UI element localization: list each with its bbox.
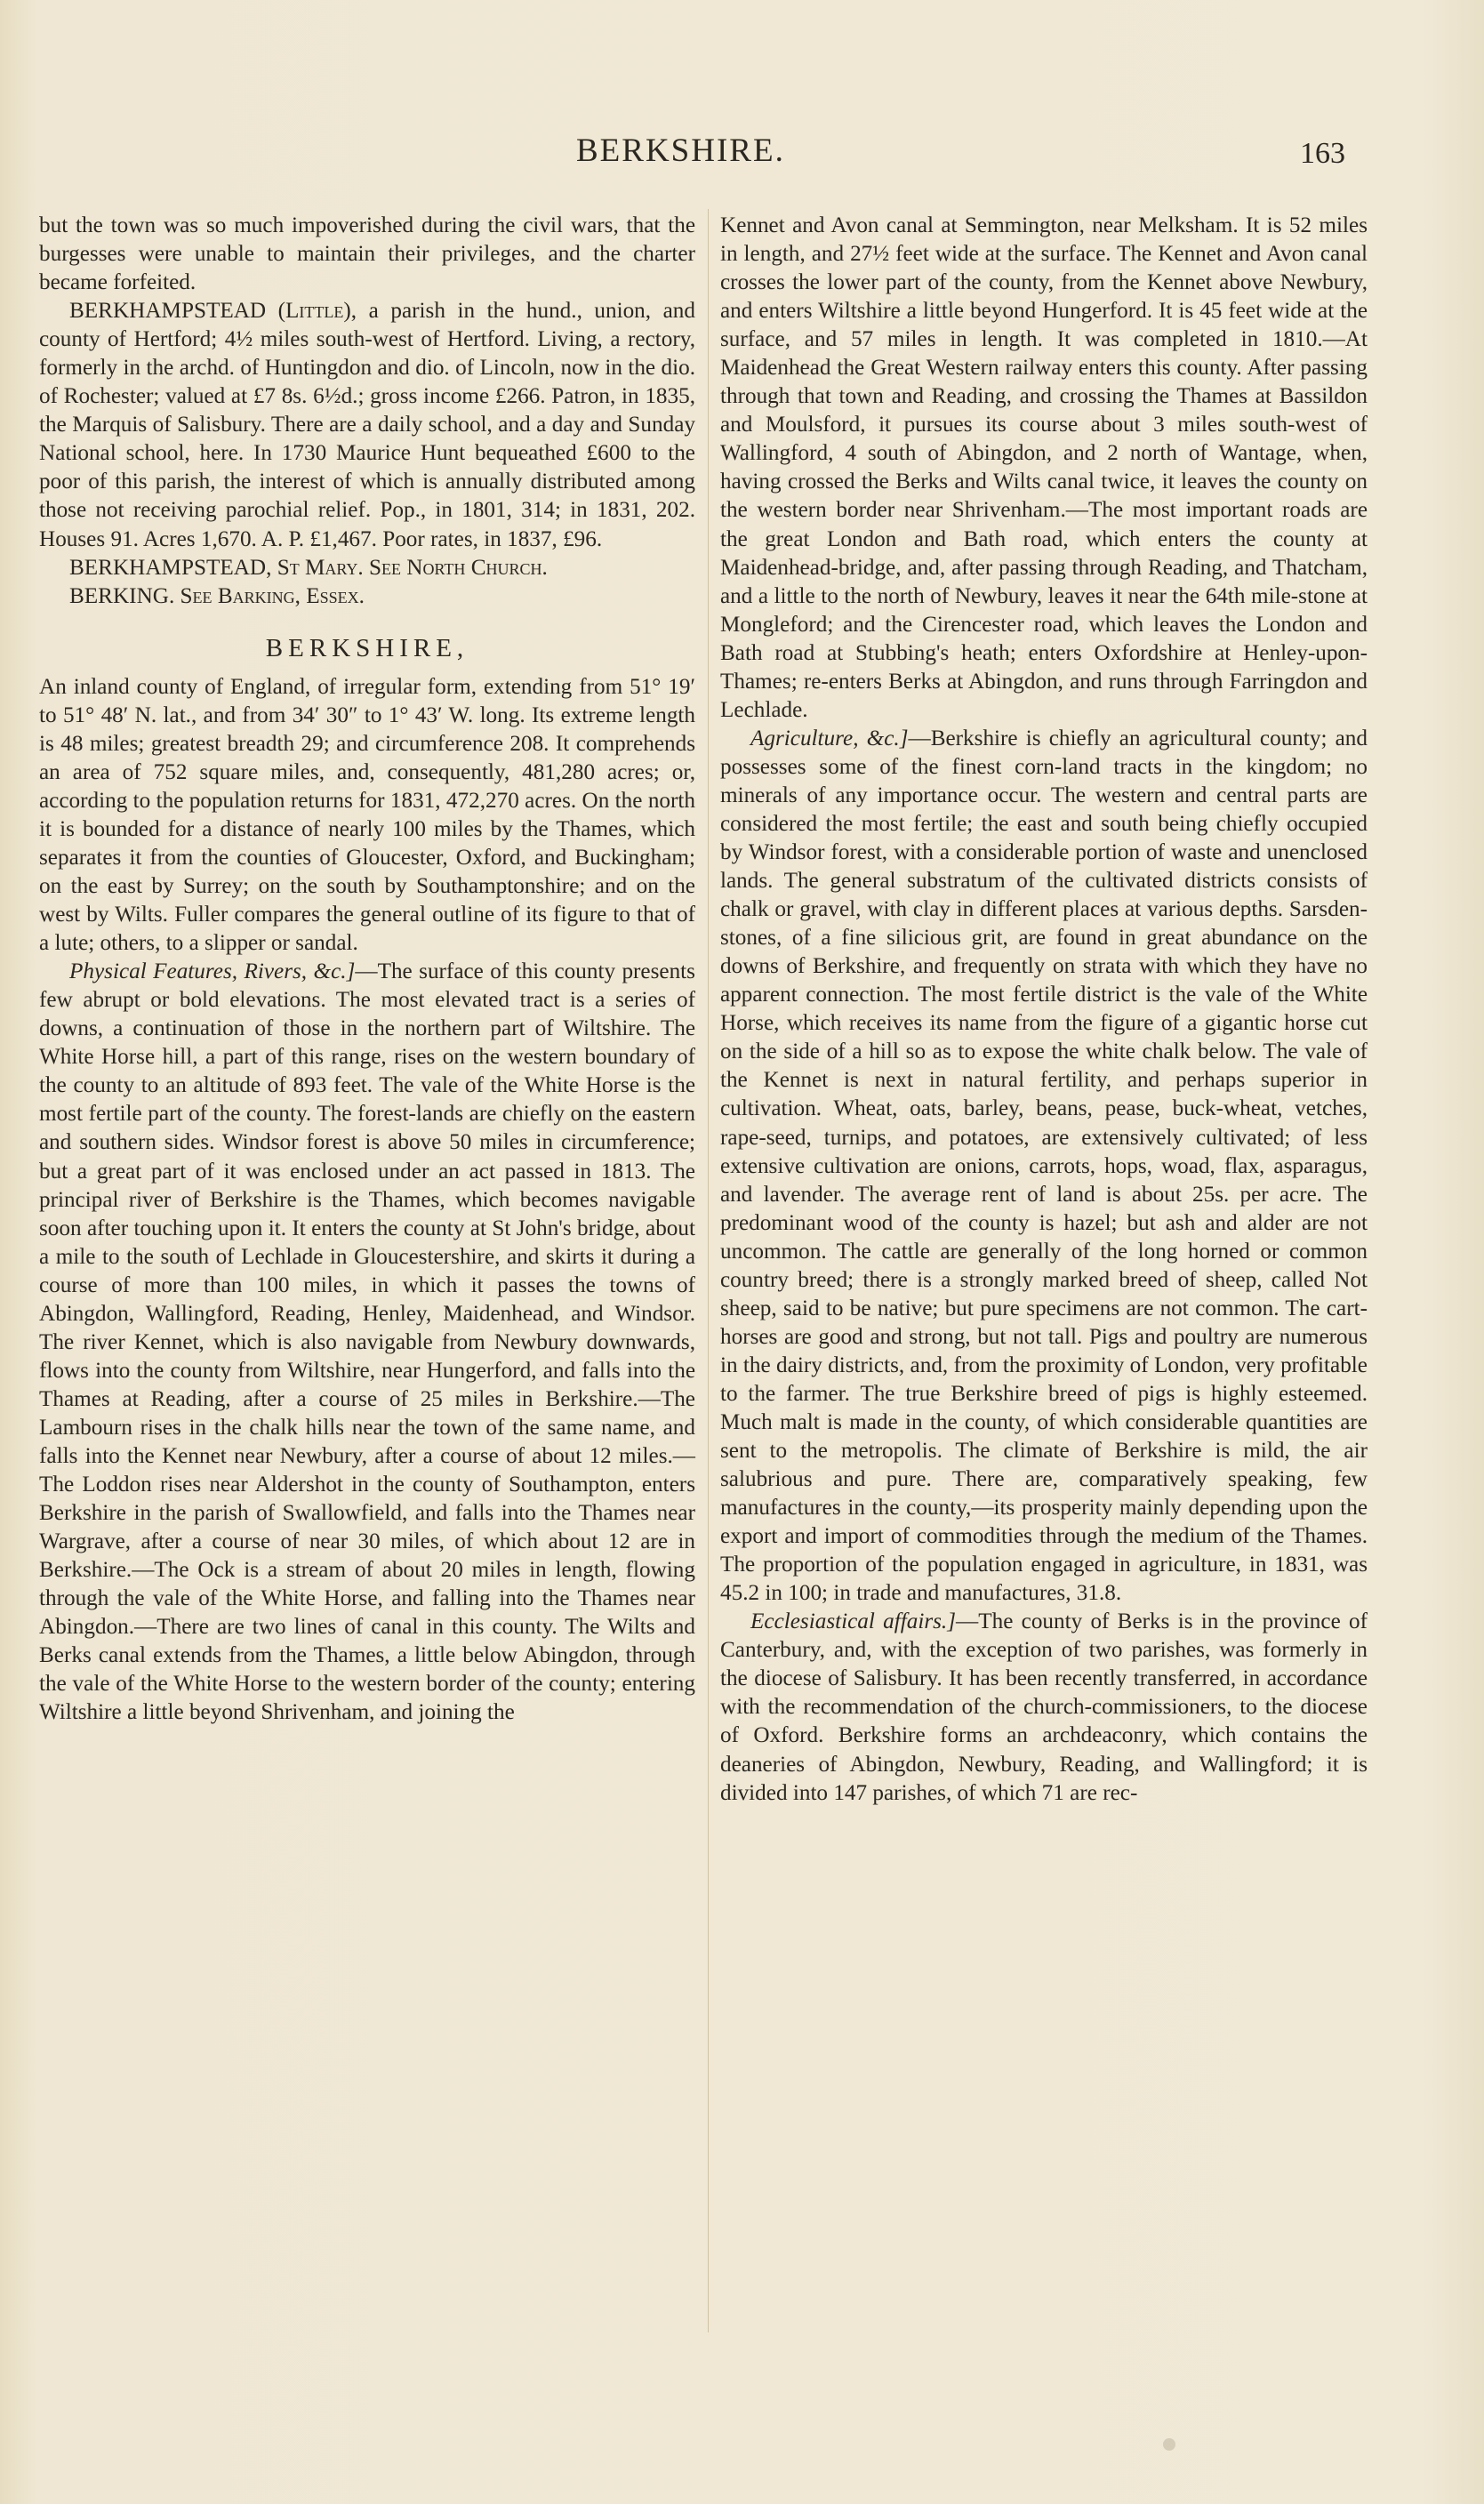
subsection-body: —Berkshire is chiefly an agricultural county; and possesses some of the finest corn-land tracts in the kingdom; no minerals of any importance occur. The western and central parts are considered the most fertile; the east and south being chiefly occupied by Windsor forest, with a considerable portion of waste and unenclosed lands. The general substratum of the cultivated districts consists of chalk or gravel, with clay in different places at various depths. Sarsden-stones, of a fine silicious grit, are found in great abundance on the downs of Berkshire, and frequently on strata with which they have no apparent connection. The most fertile district is the vale of the White Horse, which receives its name from the figure of a gigantic horse cut on the side of a hill so as to expose the white chalk below. The vale of the Kennet is next in natural fertility, and perhaps superior in cultivation. Wheat, oats, barley, beans, pease, buck-wheat, vetches, rape-seed, turnips, and potatoes, are extensively cultivated; of less extensive cultivation are onions, carrots, hops, woad, flax, asparagus, and lavender. The average rent of land is about 25s. per acre. The predominant wood of the county is hazel; but ash and alder are not uncommon. The cattle are generally of the long horned or common country breed; there is a strongly marked breed of sheep, called Not sheep, said to be native; but pure specimens are not common. The cart-horses are good and strong, but not tall. Pigs and poultry are numerous in the dairy districts, and, from the proximity of London, very profitable to the farmer. The true Berkshire breed of pigs is highly esteemed. Much malt is made in the county, of which considerable quantities are sent to the metropolis. The climate of Berkshire is mild, the air salubrious and pure. There are, comparatively speaking, few manufactures in the county,—its prosperity mainly depending upon the export and import of commodities through the medium of the Thames. The proportion of the population engaged in agriculture, in 1831, was 45.2 in 100; in trade and manufactures, 31.8. — [720, 726, 1368, 1606]
left-column — [39, 212, 695, 1727]
agriculture-paragraph — [720, 725, 1368, 1608]
subsection-heading: Physical Features, Rivers, &c.] — [69, 959, 356, 984]
entry-berking — [39, 582, 695, 611]
ecclesiastical-paragraph — [720, 1608, 1368, 1807]
column-divider — [708, 209, 709, 2332]
entry-body: See Barking, Essex. — [174, 583, 365, 608]
right-column — [720, 212, 1368, 1808]
section-title: BERKSHIRE, — [265, 633, 469, 662]
entry-body: a parish in the hund., union, and county of Hertford; 4½ miles south-west of Hertford. Living, a rectory, formerly in the archd. of Huntingdon and dio. of Lincoln, now in the dio. of Rochester; valued at £7 8s. 6½d.; gross income £266. Patron, in 1835, the Marquis of Salisbury. There are a daily school, and a day and Sunday National school, here. In 1730 Maurice Hunt bequeathed £600 to the poor of this parish, the interest of which is annually distributed among those not receiving parochial relief. Pop., in 1801, 314; in 1831, 202. Houses 91. Acres 1,670. A. P. £1,467. Poor rates, in 1837, £96. — [39, 299, 695, 551]
paragraph-continuation: Kennet and Avon canal at Semmington, near Melksham. It is 52 miles in length, and 27½ feet wide at the surface. The Kennet and Avon canal crosses the lower part of the county, from the Kennet above Newbury, and enters Wiltshire a little beyond Hungerford. It is 45 feet wide at the surface, and 57 miles in length. It was completed in 1810.—At Maidenhead the Great Western railway enters this county. After passing through that town and Reading, and crossing the Thames at Bassildon and Moulsford, it pursues its course about 3 miles south-west of Wallingford, 4 south of Abingdon, and 2 north of Wantage, when, having crossed the Berks and Wilts canal twice, it leaves the county on the western border near Shrivenham.—The most important roads are the great London and Bath road, which enters the county at Maidenhead-bridge, and, after passing through Reading, and Thatcham, and a little to the north of Newbury, leaves it near the 64th mile-stone at Mongleford; and the Cirencester road, which leaves the London and Bath road at Stubbing's heath; enters Oxfordshire at Henley-upon-Thames; re-enters Berks at Abingdon, and runs through Farringdon and Lechlade. — [720, 213, 1368, 722]
entry-heading: BERKHAMPSTEAD (Little), — [69, 299, 357, 324]
page-header — [0, 132, 1484, 185]
running-head: BERKSHIRE. — [576, 132, 785, 169]
page-number: 163 — [1300, 137, 1345, 170]
paragraph-continuation: but the town was so much impoverished during the civil wars, that the burgesses were unable to maintain their privileges, and the charter became forfeited. — [39, 213, 695, 295]
physical-features-paragraph — [39, 958, 695, 1727]
entry-heading: BERKHAMPSTEAD, St Mary. — [69, 555, 364, 580]
section-intro-paragraph: An inland county of England, of irregular form, extending from 51° 19′ to 51° 48′ N. lat., and from 34′ 30″ to 1° 43′ W. long. Its extreme length is 48 miles; greatest breadth 29; and circumference 208. It comprehends an area of 752 square miles, and, consequently, 481,280 acres; or, according to the population returns for 1831, 472,270 acres. On the north it is bounded for a distance of nearly 100 miles by the Thames, which separates it from the counties of Gloucester, Oxford, and Buckingham; on the east by Surrey; on the south by Southamptonshire; and on the west by Wilts. Fuller compares the general outline of its figure to that of a lute; others, to a slipper or sandal. — [39, 674, 695, 956]
entry-berkhampstead-little — [39, 297, 695, 553]
entry-body: See North Church. — [363, 555, 548, 580]
entry-heading: BERKING. — [69, 583, 175, 608]
paper-blemish — [1163, 2438, 1175, 2451]
subsection-heading: Ecclesiastical affairs.] — [750, 1609, 957, 1634]
subsection-body: —The surface of this county presents few abrupt or bold elevations. The most elevated tract is a series of downs, a continuation of those in the northern part of Wiltshire. The White Horse hill, a part of this range, rises on the western boundary of the county to an altitude of 893 feet. The vale of the White Horse is the most fertile part of the county. The forest-lands are chiefly on the eastern and southern sides. Windsor forest is above 50 miles in circumference; but a great part of it was enclosed under an act passed in 1813. The principal river of Berkshire is the Thames, which becomes navigable soon after touching upon it. It enters the county at St John's bridge, about a mile to the south of Lechlade in Gloucestershire, and skirts it during a course of more than 100 miles, in which it passes the towns of Abingdon, Wallingford, Reading, Henley, Maidenhead, and Windsor. The river Kennet, which is also navigable from Newbury downwards, flows into the county from Wiltshire, near Hungerford, and falls into the Thames at Reading, after a course of 25 miles in Berkshire.—The Lambourn rises in the chalk hills near the town of the same name, and falls into the Kennet near Newbury, after a course of about 12 miles.—The Loddon rises near Aldershot in the county of Southampton, enters Berkshire in the parish of Swallowfield, and falls into the Thames near Wargrave, after a course of near 30 miles, of which about 12 are in Berkshire.—The Ock is a stream of about 20 miles in length, flowing through the vale of the White Horse, and falling into the Thames near Abingdon.—There are two lines of canal in this county. The Wilts and Berks canal extends from the Thames, a little below Abingdon, through the vale of the White Horse to the western border of the county; entering Wiltshire a little beyond Shrivenham, and joining the — [39, 959, 695, 1725]
subsection-heading: Agriculture, &c.] — [750, 726, 909, 750]
subsection-body: —The county of Berks is in the province of Canterbury, and, with the exception of two parishes, was formerly in the diocese of Salisbury. It has been recently transferred, in accordance with the recommendation of the church-commissioners, to the diocese of Oxford. Berkshire forms an archdeaconry, which contains the deaneries of Abingdon, Newbury, Reading, and Wallingford; it is divided into 147 parishes, of which 71 are rec- — [720, 1609, 1368, 1805]
entry-berkhampstead-st-mary — [39, 554, 695, 582]
